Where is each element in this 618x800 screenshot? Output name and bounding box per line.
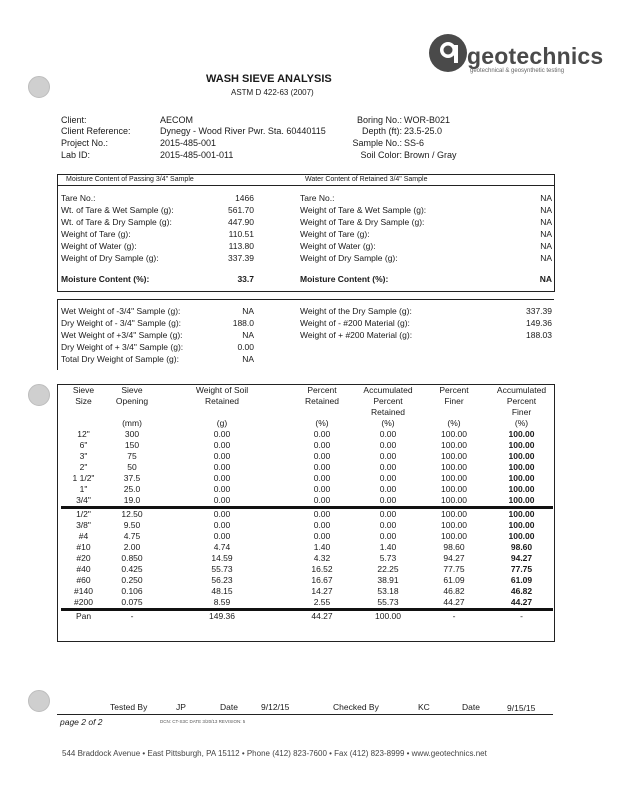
sieve-data-row-cell: 98.60 — [510, 542, 533, 552]
tested-date-value: 9/12/15 — [261, 702, 290, 712]
moisture-right-row-label: Weight of Tare & Wet Sample (g): — [300, 205, 427, 215]
sieve-data-row-cell: 100.00 — [508, 462, 535, 472]
weights-left-row-label: Wet Weight of +3/4" Sample (g): — [61, 330, 183, 340]
sieve-header-row — [61, 385, 553, 396]
sieve-data-row-cell: 3" — [79, 451, 88, 461]
sieve-data-row-cell: 100.00 — [441, 440, 467, 450]
sieve-data-row-cell: 0.00 — [213, 462, 231, 472]
sieve-data-row-cell: 0.00 — [379, 440, 397, 450]
boring-number-label: Boring No.: — [356, 115, 402, 125]
project-number-label: Project No.: — [61, 138, 109, 148]
soil-color-value: Brown / Gray — [404, 150, 457, 160]
moisture-left-row-label: Tare No.: — [61, 193, 96, 203]
sieve-header-row-cell: Weight of Soil — [195, 385, 249, 395]
sieve-data-row-cell: 100.00 — [490, 508, 553, 521]
sieve-header-row-cell — [286, 407, 358, 418]
sieve-data-row-cell: 100.00 — [508, 531, 535, 541]
sieve-data-row-cell: 3/4" — [76, 495, 91, 505]
sieve-data-row-cell: 0.00 — [379, 484, 397, 494]
sieve-data-row-cell: 16.67 — [311, 575, 333, 585]
sieve-data-row-cell: 25.0 — [123, 484, 141, 494]
sieve-data-row-cell: 0.00 — [313, 440, 331, 450]
sieve-data-row-cell: 12" — [77, 429, 90, 439]
sieve-data-row-cell: 0.00 — [379, 473, 397, 483]
moisture-left-row-value: 561.70 — [228, 205, 254, 215]
moisture-left-row-label: Wt. of Tare & Dry Sample (g): — [61, 217, 172, 227]
sieve-data-row-cell: 53.18 — [377, 586, 399, 596]
moisture-content-right-label: Moisture Content (%): — [300, 274, 389, 284]
sieve-data-row-cell: 0.00 — [313, 462, 331, 472]
sieve-data-row-cell: 0.00 — [379, 429, 397, 439]
sieve-data-row-cell: 100.00 — [508, 440, 535, 450]
sieve-header-row-cell: Retained — [204, 396, 240, 406]
client-reference-value: Dynegy - Wood River Pwr. Sta. 60440115 — [160, 126, 326, 136]
moisture-left-row-value: 110.51 — [228, 229, 254, 239]
weights-right-row-label: Weight of the Dry Sample (g): — [300, 306, 412, 316]
sample-number-value: SS-6 — [404, 138, 425, 148]
weights-left-row-label: Wet Weight of -3/4" Sample (g): — [61, 306, 181, 316]
sieve-data-row-cell: 48.15 — [211, 586, 233, 596]
moisture-right-row-value: NA — [540, 229, 552, 239]
sieve-data-row-cell: 16.52 — [311, 564, 333, 574]
sieve-data-row-cell: 37.5 — [123, 473, 141, 483]
weights-right-row-label: Weight of + #200 Material (g): — [300, 330, 413, 340]
sieve-data-row-cell: 0.00 — [213, 429, 231, 439]
sieve-data-row-cell: 100.00 — [441, 520, 467, 530]
sieve-data-row-cell: 4.74 — [213, 542, 231, 552]
sieve-header-row — [61, 407, 553, 418]
sieve-header-row-cell — [61, 407, 106, 418]
sieve-data-row-cell: #10 — [76, 542, 91, 552]
tested-date-label: Date — [220, 702, 238, 712]
sieve-data-row — [61, 451, 553, 462]
sieve-data-row-cell: 0.00 — [313, 484, 331, 494]
sieve-data-row-cell: 0.250 — [121, 575, 143, 585]
sieve-data-row — [61, 531, 553, 542]
sieve-data-row-cell: 5.73 — [379, 553, 397, 563]
sieve-data-row-cell: 22.25 — [377, 564, 399, 574]
sieve-header-row — [61, 396, 553, 407]
weights-right-row-value: 149.36 — [526, 318, 552, 328]
sieve-data-row-cell: 77.75 — [510, 564, 533, 574]
sieve-data-row — [61, 429, 553, 440]
sieve-header-row-cell: Retained — [304, 396, 340, 406]
sieve-pan-row-cell: Pan — [61, 610, 106, 623]
sieve-data-row-cell: 94.27 — [443, 553, 465, 563]
punch-hole-middle — [28, 384, 50, 406]
sieve-data-row-cell: 1.40 — [313, 542, 331, 552]
sieve-data-row-cell: 55.73 — [211, 564, 233, 574]
sieve-header-row-cell — [61, 418, 106, 429]
moisture-left-row-value: 1466 — [235, 193, 254, 203]
sieve-header-row-cell: Sieve — [72, 385, 95, 395]
sieve-data-row — [61, 484, 553, 495]
weights-left-row-label: Dry Weight of - 3/4" Sample (g): — [61, 318, 182, 328]
sieve-data-row-cell: 100.00 — [508, 484, 535, 494]
sieve-data-row-cell: 6" — [79, 440, 88, 450]
sieve-data-row-cell: 100.00 — [441, 429, 467, 439]
moisture-left-row-label: Wt. of Tare & Wet Sample (g): — [61, 205, 174, 215]
checked-date-label: Date — [462, 702, 480, 712]
sieve-header-row-cell: Percent — [506, 396, 537, 406]
sample-number-label: Sample No.: — [352, 138, 402, 148]
sieve-data-row-cell: #40 — [76, 564, 91, 574]
sieve-data-row-cell: 0.00 — [213, 451, 231, 461]
weights-right-row-label: Weight of - #200 Material (g): — [300, 318, 410, 328]
project-number-value: 2015-485-001 — [160, 138, 217, 148]
sieve-data-row-cell: 77.75 — [443, 564, 465, 574]
sieve-header-row-cell: (%) — [447, 418, 461, 428]
client-reference-label: Client Reference: — [61, 126, 131, 136]
moisture-left-header: Moisture Content of Passing 3/4" Sample — [66, 176, 194, 183]
sieve-data-row-cell: 1.40 — [379, 542, 397, 552]
sieve-data-row-cell: 0.425 — [121, 564, 143, 574]
sieve-data-row-cell: 1" — [79, 484, 88, 494]
sieve-data-row-cell: 61.09 — [443, 575, 465, 585]
lab-id-value: 2015-485-001-011 — [160, 150, 234, 160]
moisture-left-row-label: Weight of Tare (g): — [61, 229, 131, 239]
moisture-left-row-label: Weight of Dry Sample (g): — [61, 253, 159, 263]
sieve-data-row-cell: 300 — [124, 429, 140, 439]
sieve-data-row-cell: 94.27 — [510, 553, 533, 563]
sieve-data-row-cell: 8.59 — [213, 597, 231, 607]
moisture-right-row-label: Weight of Dry Sample (g): — [300, 253, 398, 263]
sieve-data-row — [61, 508, 553, 521]
sieve-data-row-cell: 44.27 — [443, 597, 465, 607]
weights-left-row-label: Total Dry Weight of Sample (g): — [61, 354, 179, 364]
sieve-data-row-cell: 0.00 — [213, 520, 231, 530]
weights-right-row-value: 337.39 — [526, 306, 552, 316]
sieve-data-row-cell: #20 — [76, 553, 91, 563]
sieve-header-row-cell — [106, 407, 158, 418]
sieve-data-row-cell: 100.00 — [441, 495, 467, 505]
sieve-data-row-cell: 100.00 — [441, 484, 467, 494]
moisture-right-row-value: NA — [540, 253, 552, 263]
depth-label: Depth (ft): — [361, 126, 402, 136]
checked-date-value: 9/15/15 — [507, 703, 536, 713]
weights-left-row-value: 0.00 — [237, 342, 254, 352]
sieve-data-row-cell: 19.0 — [123, 495, 141, 505]
sieve-data-row-cell: 0.00 — [313, 495, 331, 505]
sieve-data-row-cell: 0.00 — [313, 531, 331, 541]
sieve-data-row-cell: 0.00 — [358, 508, 418, 521]
sieve-data-row-cell: 0.850 — [121, 553, 143, 563]
sieve-header-row-cell: Size — [75, 396, 92, 406]
sieve-data-row-cell: 0.00 — [213, 440, 231, 450]
sieve-data-row — [61, 473, 553, 484]
sieve-data-row-cell: #60 — [76, 575, 91, 585]
sieve-data-row-cell: 55.73 — [377, 597, 399, 607]
sieve-header-row-cell: Percent — [373, 396, 403, 406]
moisture-right-row-value: NA — [540, 217, 552, 227]
sieve-data-row-cell: 3/8" — [76, 520, 91, 530]
sieve-data-row-cell: 100.00 — [508, 429, 535, 439]
boring-number-value: WOR-B021 — [404, 115, 451, 125]
sieve-data-row-cell: 56.23 — [211, 575, 233, 585]
sieve-table — [61, 385, 553, 622]
sieve-data-row-cell: 2.00 — [123, 542, 141, 552]
punch-hole-top — [28, 76, 50, 98]
moisture-right-row-value: NA — [540, 193, 552, 203]
moisture-left-row-label: Weight of Water (g): — [61, 241, 137, 251]
client-label: Client: — [61, 115, 87, 125]
weights-left-row-value: NA — [242, 354, 254, 364]
sieve-pan-row-cell: - — [106, 610, 158, 623]
sieve-data-row — [61, 586, 553, 597]
sieve-data-row-cell: 0.00 — [379, 495, 397, 505]
page-subtitle: ASTM D 422-63 (2007) — [231, 88, 314, 97]
weights-right-row-value: 188.03 — [526, 330, 552, 340]
moisture-left-row-value: 337.39 — [228, 253, 254, 263]
sieve-data-row — [61, 462, 553, 473]
checked-by-value: KC — [418, 702, 430, 712]
weights-left-row-value: NA — [242, 306, 254, 316]
sieve-header-row-cell: Accumulated — [496, 385, 547, 395]
sieve-data-row-cell: 0.075 — [121, 597, 143, 607]
sieve-pan-row-cell: 149.36 — [158, 610, 286, 623]
sieve-pan-row-cell: - — [490, 610, 553, 623]
sieve-data-row-cell: 0.00 — [213, 484, 231, 494]
sieve-data-row-cell: 46.82 — [443, 586, 465, 596]
moisture-header-divider — [58, 185, 554, 186]
sieve-data-row-cell: 9.50 — [123, 520, 141, 530]
sieve-header-row-cell — [158, 407, 286, 418]
sieve-data-row-cell: #200 — [74, 597, 93, 607]
sieve-data-row-cell: 2.55 — [313, 597, 331, 607]
sieve-data-row-cell: 0.00 — [213, 531, 231, 541]
soil-color-label: Soil Color: — [360, 150, 402, 160]
sieve-data-row-cell: 1/2" — [61, 508, 106, 521]
sieve-pan-row-cell: - — [418, 610, 490, 623]
tested-by-label: Tested By — [110, 702, 148, 712]
sieve-data-row-cell: 0.00 — [379, 462, 397, 472]
sieve-data-row-cell: 0.00 — [158, 508, 286, 521]
sieve-data-row — [61, 440, 553, 451]
sieve-data-row-cell: 100.00 — [441, 473, 467, 483]
sieve-data-row-cell: 0.00 — [379, 520, 397, 530]
sieve-data-row-cell: 100.00 — [508, 520, 535, 530]
sieve-data-row-cell: 0.00 — [313, 520, 331, 530]
sieve-data-row-cell: 100.00 — [418, 508, 490, 521]
sieve-data-row — [61, 564, 553, 575]
sieve-pan-row-cell: 44.27 — [286, 610, 358, 623]
moisture-right-row-label: Weight of Tare & Dry Sample (g): — [300, 217, 425, 227]
sieve-data-row-cell: 100.00 — [441, 462, 467, 472]
sieve-data-row — [61, 597, 553, 610]
sieve-data-row-cell: 61.09 — [510, 575, 533, 585]
sieve-data-row-cell: #4 — [78, 531, 89, 541]
logo-wordmark: geotechnics — [467, 43, 604, 69]
sieve-data-row-cell: 14.59 — [211, 553, 233, 563]
sieve-pan-row-cell: 100.00 — [358, 610, 418, 623]
moisture-content-left-value: 33.7 — [237, 274, 254, 284]
sieve-data-row — [61, 495, 553, 508]
sieve-data-row-cell: 150 — [124, 440, 140, 450]
sieve-header-row-cell: Accumulated — [363, 385, 413, 395]
sieve-data-row-cell: 0.00 — [286, 508, 358, 521]
sieve-data-row-cell: 4.32 — [313, 553, 331, 563]
weights-left-row-value: NA — [242, 330, 254, 340]
sieve-data-row-cell: 1 1/2" — [72, 473, 95, 483]
sieve-header-row-cell: (g) — [216, 418, 228, 428]
sieve-data-row-cell: 2" — [79, 462, 88, 472]
sieve-header-row-cell: Retained — [370, 407, 406, 417]
sieve-data-row — [61, 520, 553, 531]
moisture-right-row-label: Weight of Water (g): — [300, 241, 376, 251]
sieve-data-row-cell: 0.00 — [313, 429, 331, 439]
sieve-data-row-cell: 0.00 — [213, 473, 231, 483]
logo-tagline: geotechnical & geosynthetic testing — [470, 68, 565, 74]
moisture-right-header: Water Content of Retained 3/4" Sample — [305, 176, 428, 183]
sieve-data-row-cell: 100.00 — [508, 473, 535, 483]
moisture-content-left-label: Moisture Content (%): — [61, 274, 150, 284]
sieve-data-row-cell: 46.82 — [510, 586, 533, 596]
geotechnics-logo-icon — [428, 33, 468, 73]
sieve-data-row-cell: 100.00 — [441, 531, 467, 541]
moisture-left-row-value: 113.80 — [228, 241, 254, 251]
sieve-data-row-cell: #140 — [74, 586, 93, 596]
sieve-data-row-cell: 75 — [127, 451, 137, 461]
sieve-data-row-cell: 0.00 — [313, 451, 331, 461]
sieve-data-row-cell: 50 — [127, 462, 137, 472]
sieve-data-row-cell: 98.60 — [443, 542, 465, 552]
sieve-data-row-cell: 38.91 — [377, 575, 399, 585]
sieve-header-row-cell: (%) — [315, 418, 329, 428]
lab-id-label: Lab ID: — [61, 150, 91, 160]
sieve-header-row-cell — [418, 407, 490, 418]
client-value: AECOM — [160, 115, 194, 125]
sieve-data-row-cell: 100.00 — [508, 451, 535, 461]
punch-hole-bottom — [28, 690, 50, 712]
sieve-data-row-cell: 12.50 — [106, 508, 158, 521]
moisture-right-row-value: NA — [540, 241, 552, 251]
sieve-data-row — [61, 575, 553, 586]
depth-value: 23.5-25.0 — [404, 126, 443, 136]
moisture-right-row-label: Tare No.: — [300, 193, 335, 203]
tested-by-value: JP — [176, 702, 186, 712]
sieve-data-row-cell: 100.00 — [441, 451, 467, 461]
sieve-header-row — [61, 418, 553, 429]
document-control-code: DCN: CT-S3C DATE 3/20/13 REVISION: 5 — [160, 719, 246, 724]
sieve-pan-row — [61, 610, 553, 623]
weights-left-row-label: Dry Weight of + 3/4" Sample (g): — [61, 342, 184, 352]
sieve-data-row-cell: 100.00 — [508, 495, 535, 505]
page-title: WASH SIEVE ANALYSIS — [206, 73, 332, 85]
sieve-data-row — [61, 542, 553, 553]
sieve-header-row-cell: Sieve — [121, 385, 143, 395]
sieve-header-row-cell: (%) — [381, 418, 395, 428]
page-number: page 2 of 2 — [60, 717, 103, 727]
checked-by-label: Checked By — [333, 702, 379, 712]
sieve-data-row-cell: 0.00 — [379, 531, 397, 541]
sieve-header-row-cell: (%) — [514, 418, 529, 428]
company-address: 544 Braddock Avenue • East Pittsburgh, PA 15112 • Phone (412) 823-7600 • Fax (412) 823-8999 • www.geotechnics.net — [62, 749, 487, 758]
sieve-data-row-cell: 0.00 — [313, 473, 331, 483]
sieve-data-row-cell: 44.27 — [510, 597, 533, 607]
moisture-content-right-value: NA — [539, 274, 552, 284]
sieve-data-row-cell: 0.00 — [379, 451, 397, 461]
sieve-header-row-cell: Percent — [307, 385, 337, 395]
moisture-right-row-value: NA — [540, 205, 552, 215]
sieve-header-row-cell: Opening — [115, 396, 149, 406]
sieve-data-row-cell: 0.106 — [121, 586, 143, 596]
moisture-right-row-label: Weight of Tare (g): — [300, 229, 370, 239]
sieve-header-row-cell: Percent — [439, 385, 469, 395]
sieve-header-row-cell: Finer — [511, 407, 532, 417]
sieve-data-row-cell: 14.27 — [311, 586, 333, 596]
sieve-header-row-cell: (mm) — [122, 418, 142, 428]
signoff-rule — [57, 714, 553, 715]
sieve-data-row-cell: 0.00 — [213, 495, 231, 505]
moisture-left-row-value: 447.90 — [228, 217, 254, 227]
sieve-data-row — [61, 553, 553, 564]
sieve-data-row-cell: 4.75 — [123, 531, 141, 541]
weights-left-row-value: 188.0 — [232, 318, 254, 328]
sieve-header-row-cell: Finer — [444, 396, 464, 406]
